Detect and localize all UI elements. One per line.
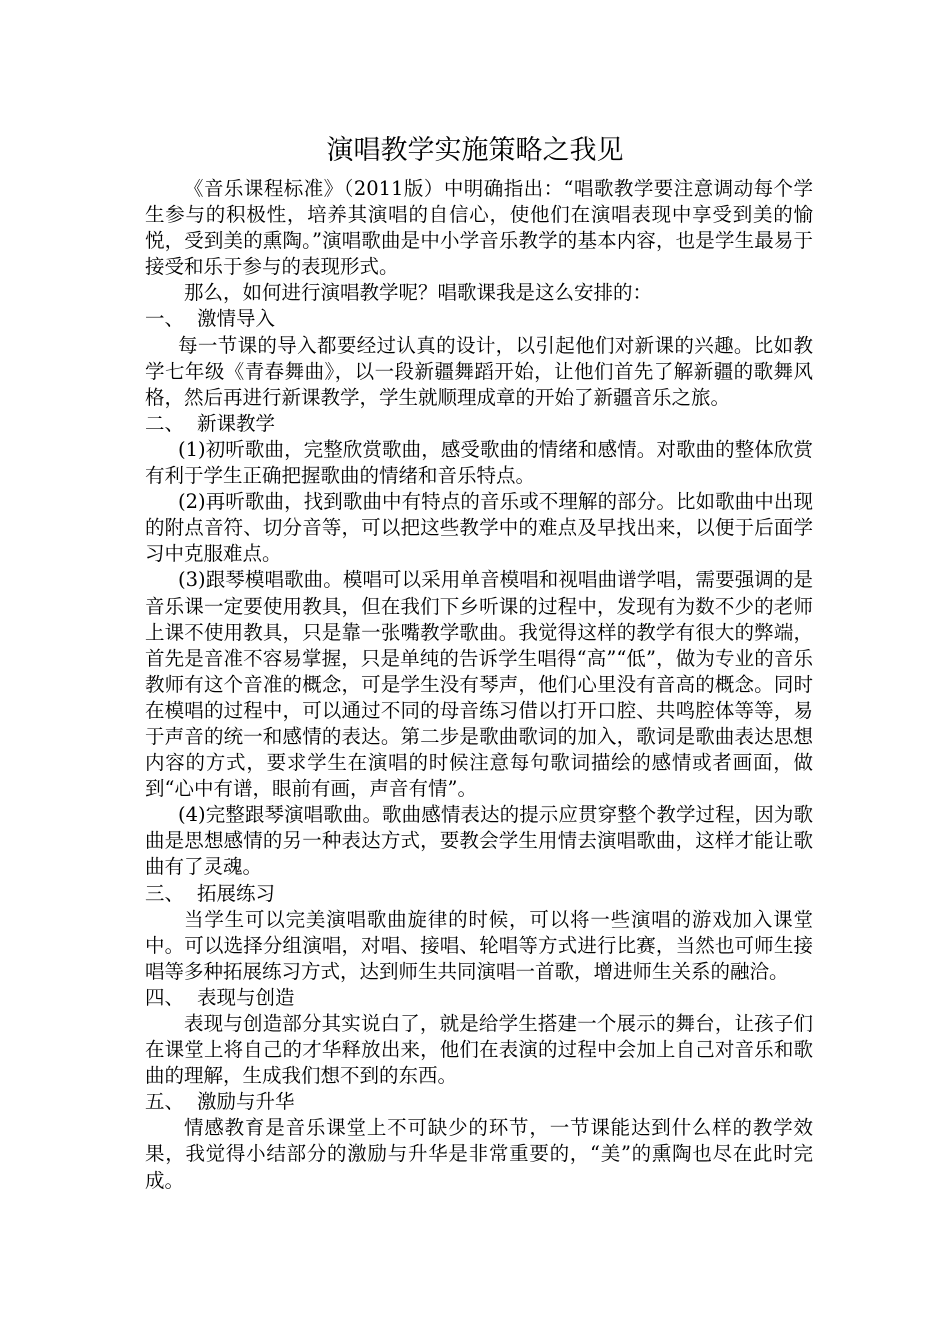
section-heading <box>145 411 813 437</box>
body-paragraph: 当学生可以完美演唱歌曲旋律的时候，可以将一些演唱的游戏加入课堂中。可以选择分组演唱，对唱、接唱、轮唱等方式进行比赛，当然也可师生接唱等多种拓展练习方式，达到师生共同演唱一首歌，增进师生关系的融洽。 <box>145 907 813 983</box>
document-title: 演唱教学实施策略之我见 <box>326 135 624 166</box>
intro-paragraph: 那么，如何进行演唱教学呢？唱歌课我是这么安排的： <box>184 281 653 305</box>
section-heading-text: 激情导入 <box>197 307 276 331</box>
section-number: 四、 <box>145 985 185 1009</box>
body-paragraph: 每一节课的导入都要经过认真的设计，以引起他们对新课的兴趣。比如教学七年级《青春舞曲》，以一段新疆舞蹈开始，让他们首先了解新疆的歌舞风格，然后再进行新课教学，学生就顺理成章的开始了新疆音乐之旅。 <box>145 333 813 409</box>
body-paragraph: (2)再听歌曲，找到歌曲中有特点的音乐或不理解的部分。比如歌曲中出现的附点音符、切分音等，可以把这些教学中的难点及早找出来，以便于后面学习中克服难点。 <box>145 490 813 566</box>
body-paragraph: (4)完整跟琴演唱歌曲。歌曲感情表达的提示应贯穿整个教学过程，因为歌曲是思想感情的另一种表达方式，要教会学生用情去演唱歌曲，这样才能让歌曲有了灵魂。 <box>145 803 813 879</box>
section-number: 五、 <box>145 1090 185 1114</box>
intro-paragraph: 《音乐课程标准》（2011版）中明确指出：“唱歌教学要注意调动每个学生参与的积极性，培养其演唱的自信心，使他们在演唱表现中享受到美的愉悦，受到美的熏陶。”演唱歌曲是中小学音乐教学的基本内容，也是学生最易于接受和乐于参与的表现形式。 <box>145 177 813 279</box>
document-body <box>145 176 813 1194</box>
section-heading-text: 新课教学 <box>197 411 276 435</box>
section-heading <box>145 306 813 332</box>
section-number: 一、 <box>145 307 185 331</box>
body-paragraph: (3)跟琴模唱歌曲。模唱可以采用单音模唱和视唱曲谱学唱，需要强调的是音乐课一定要使用教具，但在我们下乡听课的过程中，发现有为数不少的老师上课不使用教具，只是靠一张嘴教学歌曲。我觉得这样的教学有很大的弊端，首先是音准不容易掌握，只是单纯的告诉学生唱得“高”“低”，做为专业的音乐教师有这个音准的概念，可是学生没有琴声，他们心里没有音高的概念。同时在模唱的过程中，可以通过不同的母音练习借以打开口腔、共鸣腔体等等，易于声音的统一和感情的表达。第二步是歌曲歌词的加入，歌词是歌曲表达思想内容的方式，要求学生在演唱的时候注意每句歌词描绘的感情或者画面，做到“心中有谱，眼前有画，声音有情”。 <box>145 568 813 801</box>
section-heading <box>145 985 813 1011</box>
section-heading-text: 拓展练习 <box>197 881 276 905</box>
section-number: 二、 <box>145 411 185 435</box>
section-heading <box>145 1089 813 1115</box>
section-heading-text: 表现与创造 <box>197 985 295 1009</box>
body-paragraph: 情感教育是音乐课堂上不可缺少的环节，一节课能达到什么样的教学效果，我觉得小结部分的激励与升华是非常重要的，“美”的熏陶也尽在此时完成。 <box>145 1116 813 1192</box>
section-heading <box>145 881 813 907</box>
section-heading-text: 激励与升华 <box>197 1090 295 1114</box>
body-paragraph: (1)初听歌曲，完整欣赏歌曲，感受歌曲的情绪和感情。对歌曲的整体欣赏有利于学生正确把握歌曲的情绪和音乐特点。 <box>145 437 813 488</box>
body-paragraph: 表现与创造部分其实说白了，就是给学生搭建一个展示的舞台，让孩子们在课堂上将自己的才华释放出来，他们在表演的过程中会加上自己对音乐和歌曲的理解，生成我们想不到的东西。 <box>145 1012 813 1088</box>
section-number: 三、 <box>145 881 185 905</box>
